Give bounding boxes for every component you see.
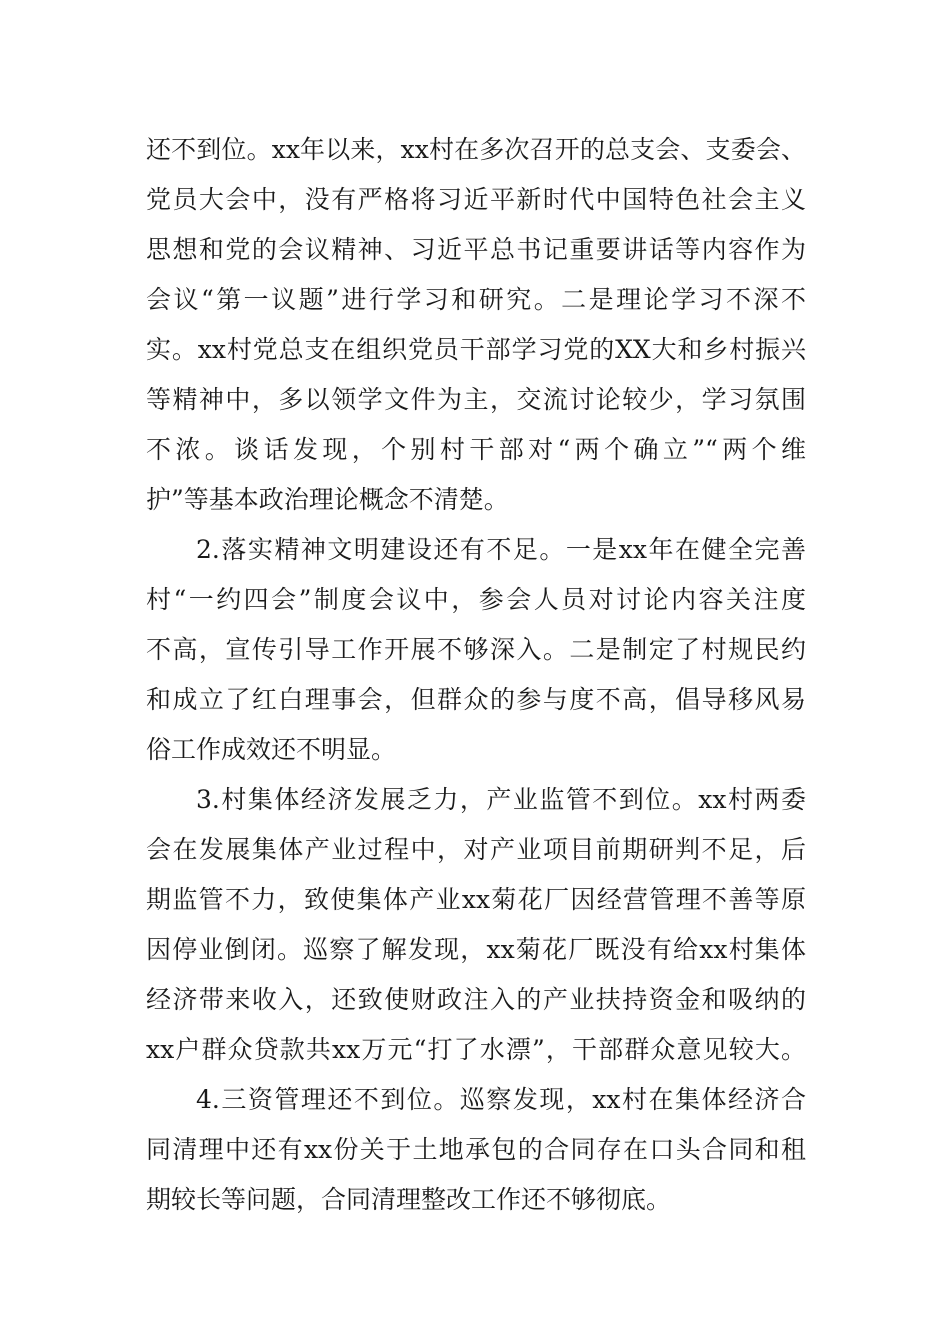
text-line: 因停业倒闭。巡察了解发现，xx菊花厂既没有给xx村集体 [146,935,806,964]
text-line: 村“一约四会”制度会议中，参会人员对讨论内容关注度 [146,585,806,614]
text-line: 思想和党的会议精神、习近平总书记重要讲话等内容作为 [146,235,806,264]
text-line: 2.落实精神文明建设还有不足。一是xx年在健全完善 [196,535,806,564]
text-line: 等精神中，多以领学文件为主，交流讨论较少，学习氛围 [146,385,806,414]
text-line: 党员大会中，没有严格将习近平新时代中国特色社会主义 [146,185,806,214]
text-line: 期较长等问题，合同清理整改工作还不够彻底。 [146,1185,672,1214]
text-line: 会议“第一议题”进行学习和研究。二是理论学习不深不 [146,285,806,314]
text-line: 不浓。谈话发现，个别村干部对“两个确立”“两个维 [146,435,806,464]
text-line: 俗工作成效还不明显。 [146,735,397,764]
text-line: 会在发展集体产业过程中，对产业项目前期研判不足，后 [146,835,806,864]
text-line: 不高，宣传引导工作开展不够深入。二是制定了村规民约 [146,635,806,664]
text-line: 实。xx村党总支在组织党员干部学习党的XX大和乡村振兴 [146,335,806,364]
text-line: 经济带来收入，还致使财政注入的产业扶持资金和吸纳的 [146,985,806,1014]
text-line: 和成立了红白理事会，但群众的参与度不高，倡导移风易 [146,685,806,714]
text-line: 护”等基本政治理论概念不清楚。 [146,485,509,514]
text-line: xx户群众贷款共xx万元“打了水漂”，干部群众意见较大。 [146,1035,806,1064]
text-line: 3.村集体经济发展乏力，产业监管不到位。xx村两委 [196,785,806,814]
text-line: 4.三资管理还不到位。巡察发现，xx村在集体经济合 [196,1085,806,1114]
text-line: 期监管不力，致使集体产业xx菊花厂因经营管理不善等原 [146,885,806,914]
text-line: 同清理中还有xx份关于土地承包的合同存在口头合同和租 [146,1135,806,1164]
text-line: 还不到位。xx年以来，xx村在多次召开的总支会、支委会、 [146,135,806,164]
